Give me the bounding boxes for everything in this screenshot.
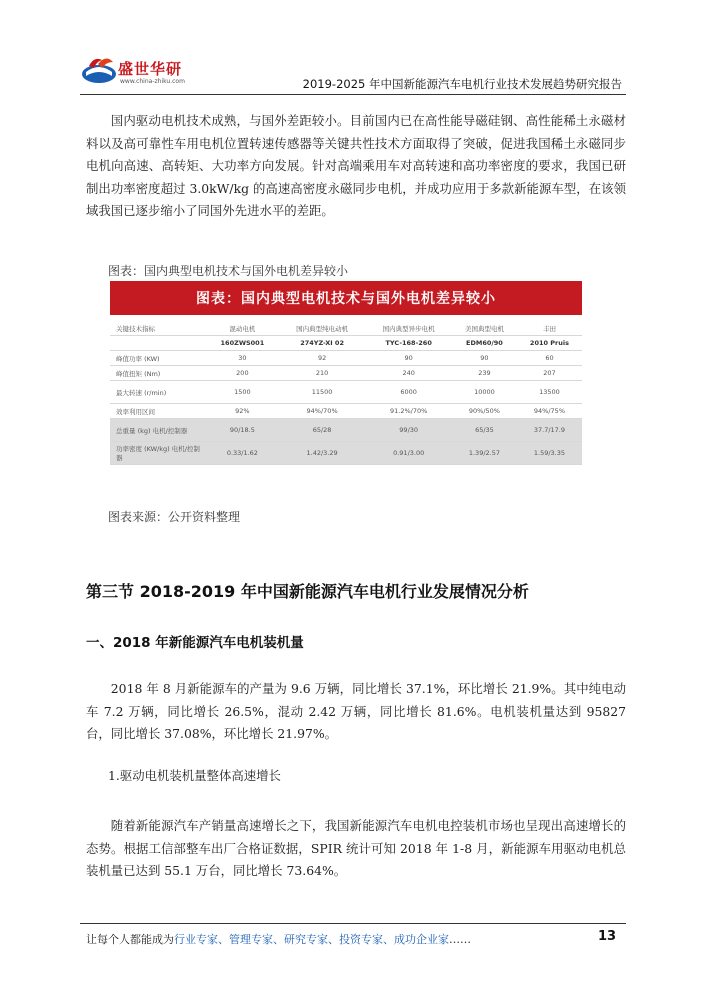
table-model-cell: 274YZ-XI 02	[279, 336, 366, 351]
table-header-cell: 国内典型异步电机	[365, 321, 452, 336]
table-header-cell: 国内典型纯电动机	[279, 321, 366, 336]
table-cell: 200	[206, 366, 279, 381]
table-cell: 6000	[365, 381, 452, 404]
item-heading: 1.驱动电机装机量整体高速增长	[108, 768, 281, 783]
table-cell: 65/28	[279, 419, 366, 442]
table-model-cell: EDM60/90	[452, 336, 517, 351]
table-cell: 30	[206, 351, 279, 366]
table-row-label: 总重量 (kg) 电机/控制器	[110, 419, 206, 442]
table-cell: 0.91/3.00	[365, 442, 452, 465]
table-model-cell: 160ZWS001	[206, 336, 279, 351]
sub-heading: 一、2018 年新能源汽车电机装机量	[86, 635, 304, 651]
table-row-label: 功率密度 (KW/kg) 电机/控制器	[110, 442, 206, 465]
paragraph-market-growth: 随着新能源汽车产销量高速增长之下，我国新能源汽车电机电控装机市场也呈现出高速增长的态势。根据工信部整车出厂合格证数据，SPIR 统计可知 2018 年 1-8 月，新能源车用驱动电机总装机量已达到 55.1 万台，同比增长 73.64%。	[86, 818, 626, 879]
paragraph-motor-technology: 国内驱动电机技术成熟，与国外差距较小。目前国内已在高性能导磁硅钢、高性能稀土永磁材料以及高可靠性车用电机位置转速传感器等关键共性技术方面取得了突破，促进我国稀土永磁同步电机向高速、高转矩、大功率方向发展。针对高端乘用车对高转速和高功率密度的要求，我国已研制出功率密度超过 3.0kW/kg 的高速高密度永磁同步电机，并成功应用于多款新能源车型，在该领域我国已逐步缩小了同国外先进水平的差距。	[86, 113, 626, 219]
table-cell: 0.33/1.62	[206, 442, 279, 465]
table-model-row	[110, 336, 582, 351]
table-cell: 11500	[279, 381, 366, 404]
table-row	[110, 351, 582, 366]
company-logo	[80, 52, 190, 94]
figure-caption: 图表：国内典型电机技术与国外电机差异较小	[108, 264, 349, 278]
table-cell: 99/30	[365, 419, 452, 442]
motor-comparison-table	[110, 321, 582, 465]
table-cell: 91.2%/70%	[365, 404, 452, 419]
table-cell: 13500	[517, 381, 582, 404]
book-logo-icon	[80, 52, 118, 88]
section-heading: 第三节 2018-2019 年中国新能源汽车电机行业发展情况分析	[86, 582, 529, 601]
footer-slogan	[86, 931, 471, 947]
table-row-label: 效率利用区间	[110, 404, 206, 419]
figure-source: 图表来源：公开资料整理	[108, 510, 241, 524]
table-row	[110, 419, 582, 442]
header-divider	[80, 94, 626, 95]
table-header-row	[110, 321, 582, 336]
table-cell: 239	[452, 366, 517, 381]
table-cell: 1.39/2.57	[452, 442, 517, 465]
table-header-cell: 丰田	[517, 321, 582, 336]
table-cell: 94%/70%	[279, 404, 366, 419]
table-row-label: 最大转速 (r/min)	[110, 381, 206, 404]
report-title: 2019-2025 年中国新能源汽车电机行业技术发展趋势研究报告	[302, 77, 622, 91]
table-cell: 94%/75%	[517, 404, 582, 419]
table-row-label: 峰值功率 (KW)	[110, 351, 206, 366]
paragraph-installed-capacity: 2018 年 8 月新能源车的产量为 9.6 万辆，同比增长 37.1%，环比增长 21.9%。其中纯电动车 7.2 万辆，同比增长 26.5%，混动 2.42 万辆，同比增长 81.6%。电机装机量达到 95827 台，同比增长 37.08%，环比增长 21.97%。	[86, 681, 626, 742]
table-header-cell: 混动电机	[206, 321, 279, 336]
slogan-suffix: ……	[449, 933, 471, 946]
table-cell: 90%/50%	[452, 404, 517, 419]
table-row	[110, 366, 582, 381]
table-cell: 240	[365, 366, 452, 381]
table-cell: 90	[365, 351, 452, 366]
table-row-label: 峰值扭矩 (Nm)	[110, 366, 206, 381]
table-model-cell: 2010 Pruis	[517, 336, 582, 351]
table-row	[110, 404, 582, 419]
table-cell: 65/35	[452, 419, 517, 442]
table-cell: 1.42/3.29	[279, 442, 366, 465]
table-cell: 90	[452, 351, 517, 366]
table-cell: 37.7/17.9	[517, 419, 582, 442]
table-model-cell: TYC-168-260	[365, 336, 452, 351]
table-cell: 92%	[206, 404, 279, 419]
table-cell: 10000	[452, 381, 517, 404]
table-cell: 207	[517, 366, 582, 381]
table-cell: 60	[517, 351, 582, 366]
slogan-roles: 行业专家、管理专家、研究专家、投资专家、成功企业家	[174, 933, 449, 946]
table-header-cell: 关键技术指标	[110, 321, 206, 336]
table-row	[110, 442, 582, 465]
table-banner-title: 图表：国内典型电机技术与国外电机差异较小	[196, 291, 496, 307]
logo-url: www.china-zhiku.com	[120, 78, 185, 85]
table-cell: 92	[279, 351, 366, 366]
comparison-table-figure	[110, 281, 582, 496]
logo-name: 盛世华研	[118, 60, 183, 78]
table-banner	[110, 281, 582, 315]
page-number: 13	[598, 929, 617, 944]
footer-divider	[80, 923, 626, 924]
table-cell: 1500	[206, 381, 279, 404]
table-cell: 1.59/3.35	[517, 442, 582, 465]
table-cell: 90/18.5	[206, 419, 279, 442]
slogan-prefix: 让每个人都能成为	[86, 933, 174, 946]
table-model-cell	[110, 336, 206, 351]
table-cell: 210	[279, 366, 366, 381]
table-header-cell: 美国典型电机	[452, 321, 517, 336]
table-row	[110, 381, 582, 404]
